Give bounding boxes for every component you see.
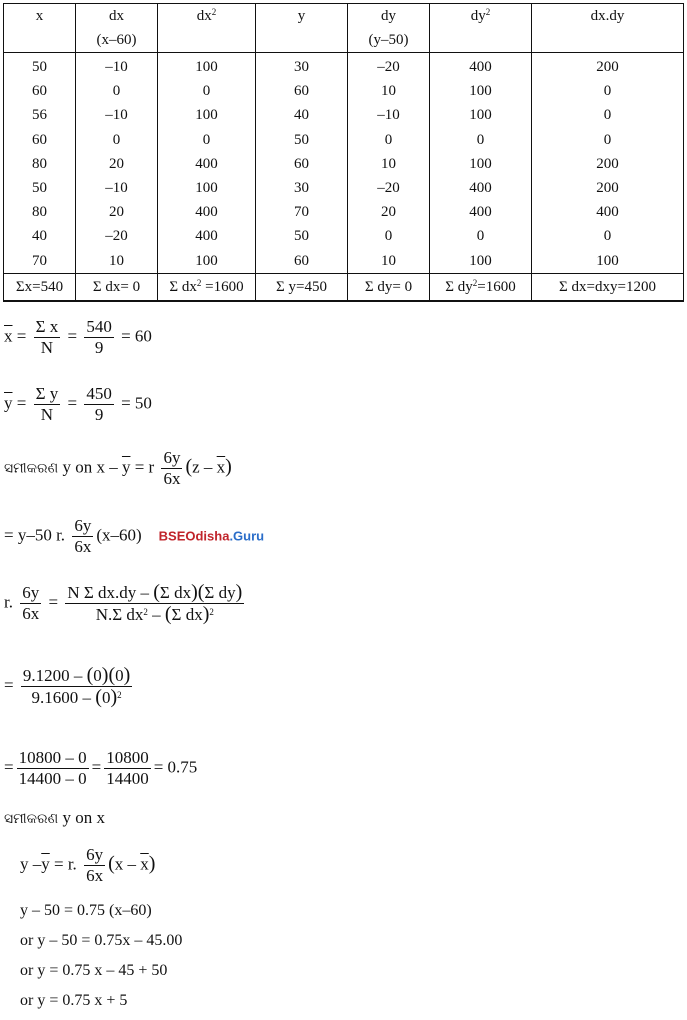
- table-cell: 200: [532, 176, 684, 200]
- table-cell: 400: [532, 200, 684, 224]
- regression-equation-general: ସମୀକରଣ y on $x - \overline{y} = r$ $\frac{6y}{6x}$ $(z - \overline{x})$: [4, 448, 232, 488]
- table-cell: 100: [158, 103, 256, 127]
- table-cell: 60: [256, 249, 348, 274]
- regression-heading-y-on-x: ସମୀକରଣ y on x: [4, 808, 105, 827]
- step-line-3: or y = 0.75 x – 45 + 50: [20, 962, 168, 979]
- table-cell: 0: [532, 103, 684, 127]
- table-cell: 70: [256, 200, 348, 224]
- table-cell: –10: [76, 103, 158, 127]
- table-cell: –10: [76, 176, 158, 200]
- table-cell: 0: [348, 224, 430, 248]
- total-dx: Σ dx= 0: [76, 273, 158, 301]
- header-dy: dy (y–50): [348, 4, 430, 53]
- table-cell: 0: [158, 79, 256, 103]
- table-cell: 100: [532, 249, 684, 274]
- table-cell: –20: [76, 224, 158, 248]
- step-line-1: y – 50 = 0.75 (x–60): [20, 902, 152, 919]
- header-dx2: $dx^2$: [158, 4, 256, 53]
- table-row: [4, 79, 684, 103]
- table-cell: 40: [256, 103, 348, 127]
- table-cell: 56: [4, 103, 76, 127]
- table-cell: 400: [158, 200, 256, 224]
- table-cell: –20: [348, 176, 430, 200]
- table-cell: 30: [256, 53, 348, 80]
- coefficient-result: = $\frac{10800 - 0}{14400 - 0}$ = $\frac{10800}{14400}$ = 0.75: [4, 748, 198, 788]
- table-cell: 100: [158, 249, 256, 274]
- table-cell: 0: [76, 128, 158, 152]
- table-cell: –10: [348, 103, 430, 127]
- table-cell: 60: [4, 128, 76, 152]
- table-cell: 20: [348, 200, 430, 224]
- total-dy: Σ dy= 0: [348, 273, 430, 301]
- table-cell: 70: [4, 249, 76, 274]
- table-row: [4, 128, 684, 152]
- table-cell: 200: [532, 53, 684, 80]
- table-cell: 50: [4, 53, 76, 80]
- site-watermark: BSEOdisha.Guru: [158, 528, 265, 544]
- table-cell: 50: [256, 224, 348, 248]
- table-cell: 400: [430, 53, 532, 80]
- total-dxdy: Σ dx=dxy=1200: [532, 273, 684, 301]
- table-body: [4, 53, 684, 274]
- table-row: [4, 200, 684, 224]
- table-row: [4, 152, 684, 176]
- regression-equation-substituted: = y–50 r. $\frac{6y}{6x}$ (x–60) BSEOdisha.Guru: [4, 516, 265, 556]
- table-cell: 100: [158, 176, 256, 200]
- table-cell: 0: [430, 224, 532, 248]
- total-x: Σx=540: [4, 273, 76, 301]
- table-cell: 100: [158, 53, 256, 80]
- regression-coefficient-formula: r. $\frac{6y}{6x}$ = $\frac{\text{N Σ dx.dy – (Σ dx)(Σ dy)}}{N.\Sigma dx^2 - (\Sigma dx)^2}$: [4, 581, 243, 625]
- table-cell: 0: [532, 128, 684, 152]
- table-row: [4, 53, 684, 80]
- table-cell: 60: [256, 152, 348, 176]
- step-line-4: or y = 0.75 x + 5: [20, 992, 128, 1009]
- header-y: y: [256, 4, 348, 53]
- header-x: x: [4, 4, 76, 53]
- table-cell: 100: [430, 103, 532, 127]
- table-row: [4, 103, 684, 127]
- table-cell: 80: [4, 200, 76, 224]
- table-cell: 200: [532, 152, 684, 176]
- regression-table: [3, 3, 684, 302]
- table-cell: 60: [4, 79, 76, 103]
- table-row: [4, 224, 684, 248]
- table-cell: 20: [76, 200, 158, 224]
- total-dx2: Σ $dx^2 =1600$: [158, 273, 256, 301]
- table-header-row: [4, 4, 684, 53]
- table-cell: –20: [348, 53, 430, 80]
- table-cell: 80: [4, 152, 76, 176]
- table-cell: 50: [4, 176, 76, 200]
- table-cell: 100: [430, 152, 532, 176]
- table-cell: 400: [158, 152, 256, 176]
- table-cell: 10: [348, 249, 430, 274]
- ybar-formula: $\overline{y}$ = $\frac{\text{Σ y}}{N}$ = $\frac{450}{9}$ = 50: [4, 384, 152, 424]
- table-cell: 400: [430, 176, 532, 200]
- table-cell: 50: [256, 128, 348, 152]
- table-row: [4, 249, 684, 274]
- table-cell: 0: [532, 224, 684, 248]
- table-cell: 10: [348, 79, 430, 103]
- table-cell: 20: [76, 152, 158, 176]
- table-cell: 400: [158, 224, 256, 248]
- table-cell: 0: [158, 128, 256, 152]
- table-cell: 100: [430, 79, 532, 103]
- table-cell: 40: [4, 224, 76, 248]
- table-cell: 0: [348, 128, 430, 152]
- table-cell: 10: [348, 152, 430, 176]
- total-dy2: Σ $dy^2=1600$: [430, 273, 532, 301]
- table-cell: 100: [430, 249, 532, 274]
- table-cell: 30: [256, 176, 348, 200]
- table-cell: 0: [76, 79, 158, 103]
- table-cell: 0: [430, 128, 532, 152]
- regression-line-formula: y $-\overline{y} = r$. $\frac{6y}{6x}$ $(x - \overline{x})$: [20, 845, 156, 885]
- coefficient-substitution: = $\frac{9.1200 - (0)(0)}{9.1600 - (0)^2}$: [4, 664, 131, 708]
- table-cell: 60: [256, 79, 348, 103]
- total-y: Σ y=450: [256, 273, 348, 301]
- header-dxdy: dx.dy: [532, 4, 684, 53]
- table-cell: –10: [76, 53, 158, 80]
- header-dx: dx (x–60): [76, 4, 158, 53]
- table-cell: 400: [430, 200, 532, 224]
- table-cell: 10: [76, 249, 158, 274]
- totals-row: [4, 273, 684, 301]
- table-cell: 0: [532, 79, 684, 103]
- xbar-formula: $\overline{x}$ = $\frac{\text{Σ x}}{N}$ = $\frac{540}{9}$ = 60: [4, 317, 152, 357]
- header-dy2: $dy^2$: [430, 4, 532, 53]
- table-row: [4, 176, 684, 200]
- step-line-2: or y – 50 = 0.75x – 45.00: [20, 932, 183, 949]
